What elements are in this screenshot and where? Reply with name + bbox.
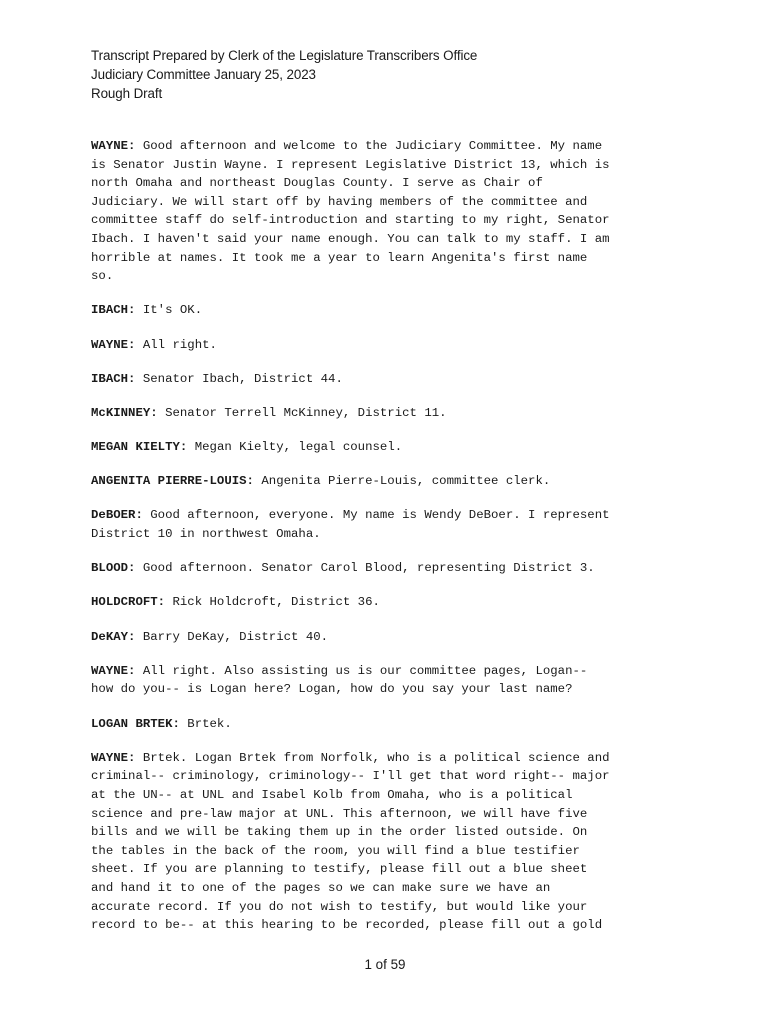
transcript-line: horrible at names. It took me a year to learn Angenita's first name xyxy=(91,250,588,265)
document-header xyxy=(91,46,477,103)
transcript-line: Good afternoon, everyone. My name is Wendy DeBoer. I represent xyxy=(142,508,610,523)
speaker-name: HOLDCROFT: xyxy=(91,595,166,610)
transcript-paragraph xyxy=(91,404,691,423)
transcript-paragraph xyxy=(91,559,691,578)
transcript-body xyxy=(91,137,691,950)
transcript-line: Ibach. I haven't said your name enough. You can talk to my staff. I am xyxy=(91,231,610,246)
speaker-name: MEGAN KIELTY: xyxy=(91,440,188,455)
transcript-paragraph xyxy=(91,137,691,286)
transcript-paragraph xyxy=(91,749,691,935)
transcript-line: Rick Holdcroft, District 36. xyxy=(165,595,380,610)
header-committee-date: Judiciary Committee January 25, 2023 xyxy=(91,67,316,82)
transcript-line: All right. xyxy=(135,337,217,352)
transcript-line: Good afternoon and welcome to the Judiciary Committee. My name xyxy=(135,139,603,153)
header-draft-status: Rough Draft xyxy=(91,86,163,101)
transcript-line: sheet. If you are planning to testify, please fill out a blue sheet xyxy=(91,862,588,877)
transcript-line: how do you-- is Logan here? Logan, how do you say your last name? xyxy=(91,682,573,697)
transcript-line: is Senator Justin Wayne. I represent Legislative District 13, which is xyxy=(91,157,610,172)
page-number: 1 of 59 xyxy=(364,957,406,972)
speaker-name: DeKAY: xyxy=(91,629,136,644)
transcript-line: bills and we will be taking them up in the order listed outside. On xyxy=(91,825,588,840)
transcript-paragraph xyxy=(91,438,691,457)
transcript-line: record to be-- at this hearing to be recorded, please fill out a gold xyxy=(91,918,603,933)
transcript-line: committee staff do self-introduction and starting to my right, Senator xyxy=(91,213,610,228)
speaker-name: ANGENITA PIERRE-LOUIS: xyxy=(91,474,254,489)
speaker-name: IBACH: xyxy=(91,371,136,386)
transcript-paragraph xyxy=(91,506,691,543)
transcript-line: All right. Also assisting us is our committee pages, Logan-- xyxy=(135,663,588,678)
speaker-name: WAYNE: xyxy=(91,750,136,765)
transcript-line: and hand it to one of the pages so we can make sure we have an xyxy=(91,880,551,895)
transcript-line: Angenita Pierre-Louis, committee clerk. xyxy=(253,474,551,489)
transcript-line: at the UN-- at UNL and Isabel Kolb from Omaha, who is a political xyxy=(91,787,573,802)
speaker-name: WAYNE: xyxy=(91,139,136,153)
transcript-paragraph xyxy=(91,593,691,612)
transcript-line: accurate record. If you do not wish to testify, but would like your xyxy=(91,899,588,914)
transcript-paragraph xyxy=(91,715,691,734)
transcript-line: Judiciary. We will start off by having members of the committee and xyxy=(91,194,588,209)
transcript-line: criminal-- criminology, criminology-- I'll get that word right-- major xyxy=(91,769,610,784)
transcript-paragraph xyxy=(91,472,691,491)
transcript-paragraph xyxy=(91,336,691,355)
transcript-paragraph xyxy=(91,301,691,320)
transcript-line: so. xyxy=(91,269,114,284)
speaker-name: McKINNEY: xyxy=(91,405,158,420)
transcript-line: Brtek. Logan Brtek from Norfolk, who is a political science and xyxy=(135,750,610,765)
transcript-line: science and pre-law major at UNL. This afternoon, we will have five xyxy=(91,806,588,821)
speaker-name: WAYNE: xyxy=(91,337,136,352)
transcript-line: Barry DeKay, District 40. xyxy=(135,629,329,644)
speaker-name: LOGAN BRTEK: xyxy=(91,716,180,731)
speaker-name: DeBOER: xyxy=(91,508,143,523)
transcript-paragraph xyxy=(91,628,691,647)
transcript-line: District 10 in northwest Omaha. xyxy=(91,527,321,542)
transcript-line: Senator Terrell McKinney, District 11. xyxy=(157,405,447,420)
speaker-name: WAYNE: xyxy=(91,663,136,678)
speaker-name: BLOOD: xyxy=(91,561,136,576)
transcript-line: the tables in the back of the room, you will find a blue testifier xyxy=(91,843,580,858)
transcript-line: Senator Ibach, District 44. xyxy=(135,371,343,386)
transcript-line: It's OK. xyxy=(135,303,203,318)
transcript-line: Brtek. xyxy=(179,716,232,731)
transcript-paragraph xyxy=(91,662,691,699)
transcript-line: Megan Kielty, legal counsel. xyxy=(187,440,403,455)
transcript-line: Good afternoon. Senator Carol Blood, representing District 3. xyxy=(135,561,595,576)
transcript-line: north Omaha and northeast Douglas County. I serve as Chair of xyxy=(91,176,543,191)
header-title: Transcript Prepared by Clerk of the Legislature Transcribers Office xyxy=(91,48,478,63)
transcript-paragraph xyxy=(91,370,691,389)
speaker-name: IBACH: xyxy=(91,303,136,318)
